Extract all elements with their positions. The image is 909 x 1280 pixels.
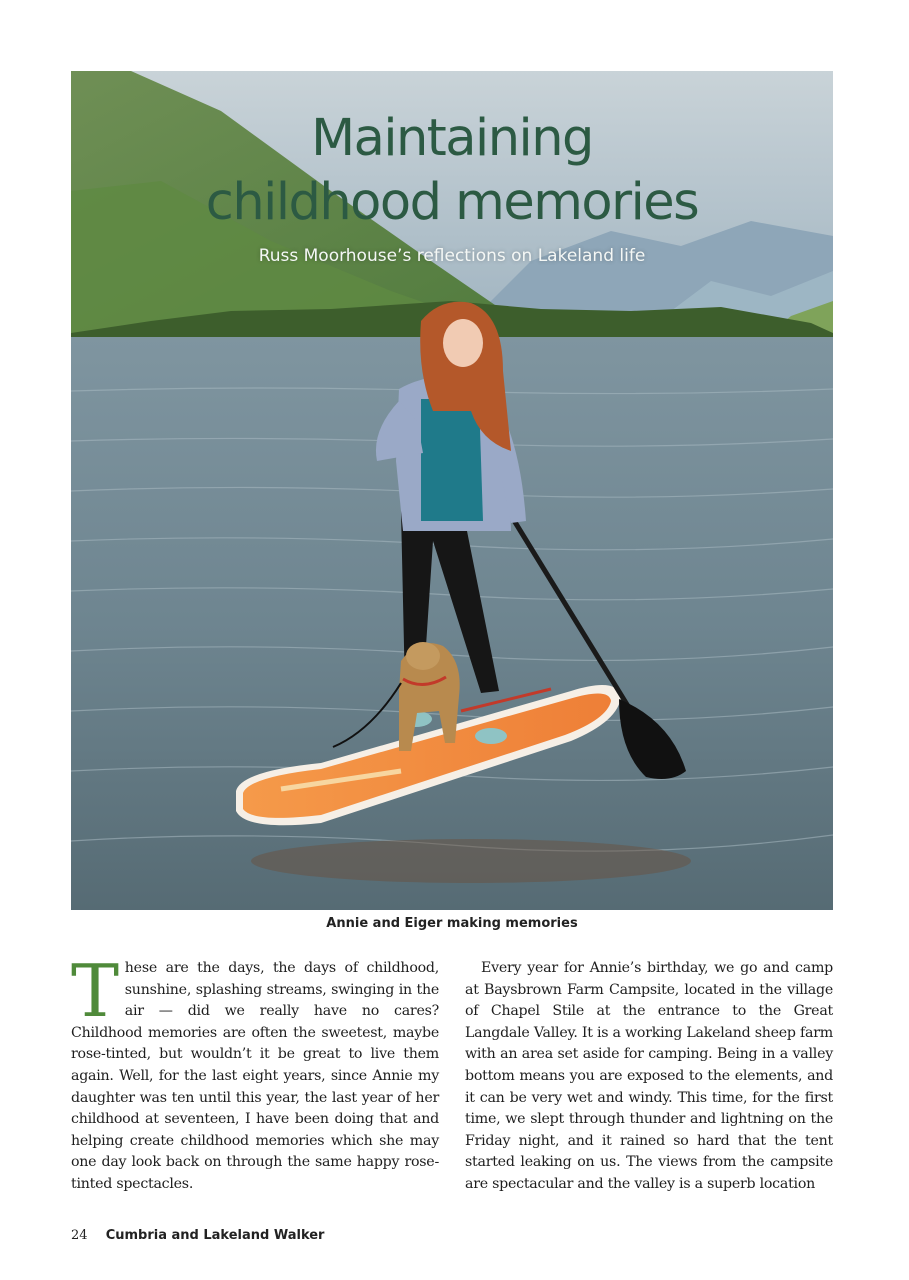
article-title-line-2: childhood memories: [205, 173, 699, 232]
article-subtitle: Russ Moorhouse’s reflections on Lakeland life: [258, 246, 646, 266]
publication-name: Cumbria and Lakeland Walker: [105, 1228, 325, 1243]
article-title-line-1: Maintaining: [311, 109, 593, 168]
paragraph-2: Every year for Annie’s birthday, we go and camp at Baysbrown Farm Campsite, located in the village of Chapel Stile at the entrance to the Great Langdale Valley. It is a working Lakeland sheep farm with an area set aside for camping. Being in a valley bottom means you are exposed to the elements, and it can be very wet and windy. This time, for the first time, we slept through thunder and lightning on the Friday night, and it rained so hard that the tent started leaking on us. The views from the campsite are spectacular and the valley is a superb location: [465, 960, 833, 1192]
article-column-right: [465, 958, 833, 1196]
page-footer: [71, 1228, 324, 1243]
paragraph-1-text: hese are the days, the days of childhood, sunshine, splashing streams, swinging in the air — did we really have no cares? Childhood memories are often the sweetest, maybe rose-tinted, but wouldn’t it be great to live them again. Well, for the last eight years, since Annie my daughter was ten until this year, the last year of her childhood at seventeen, I have been doing that and helping create childhood memories which she may one day look back on through the same happy rose-tinted spectacles.: [71, 960, 439, 1192]
hero-photo: [71, 71, 833, 910]
article-title: [71, 107, 833, 235]
page-number: 24: [71, 1228, 88, 1243]
photo-caption: Annie and Eiger making memories: [326, 916, 578, 931]
article-column-left: [71, 949, 439, 1196]
dropcap-letter: T: [71, 949, 119, 1033]
paragraph-1: [71, 949, 439, 1196]
